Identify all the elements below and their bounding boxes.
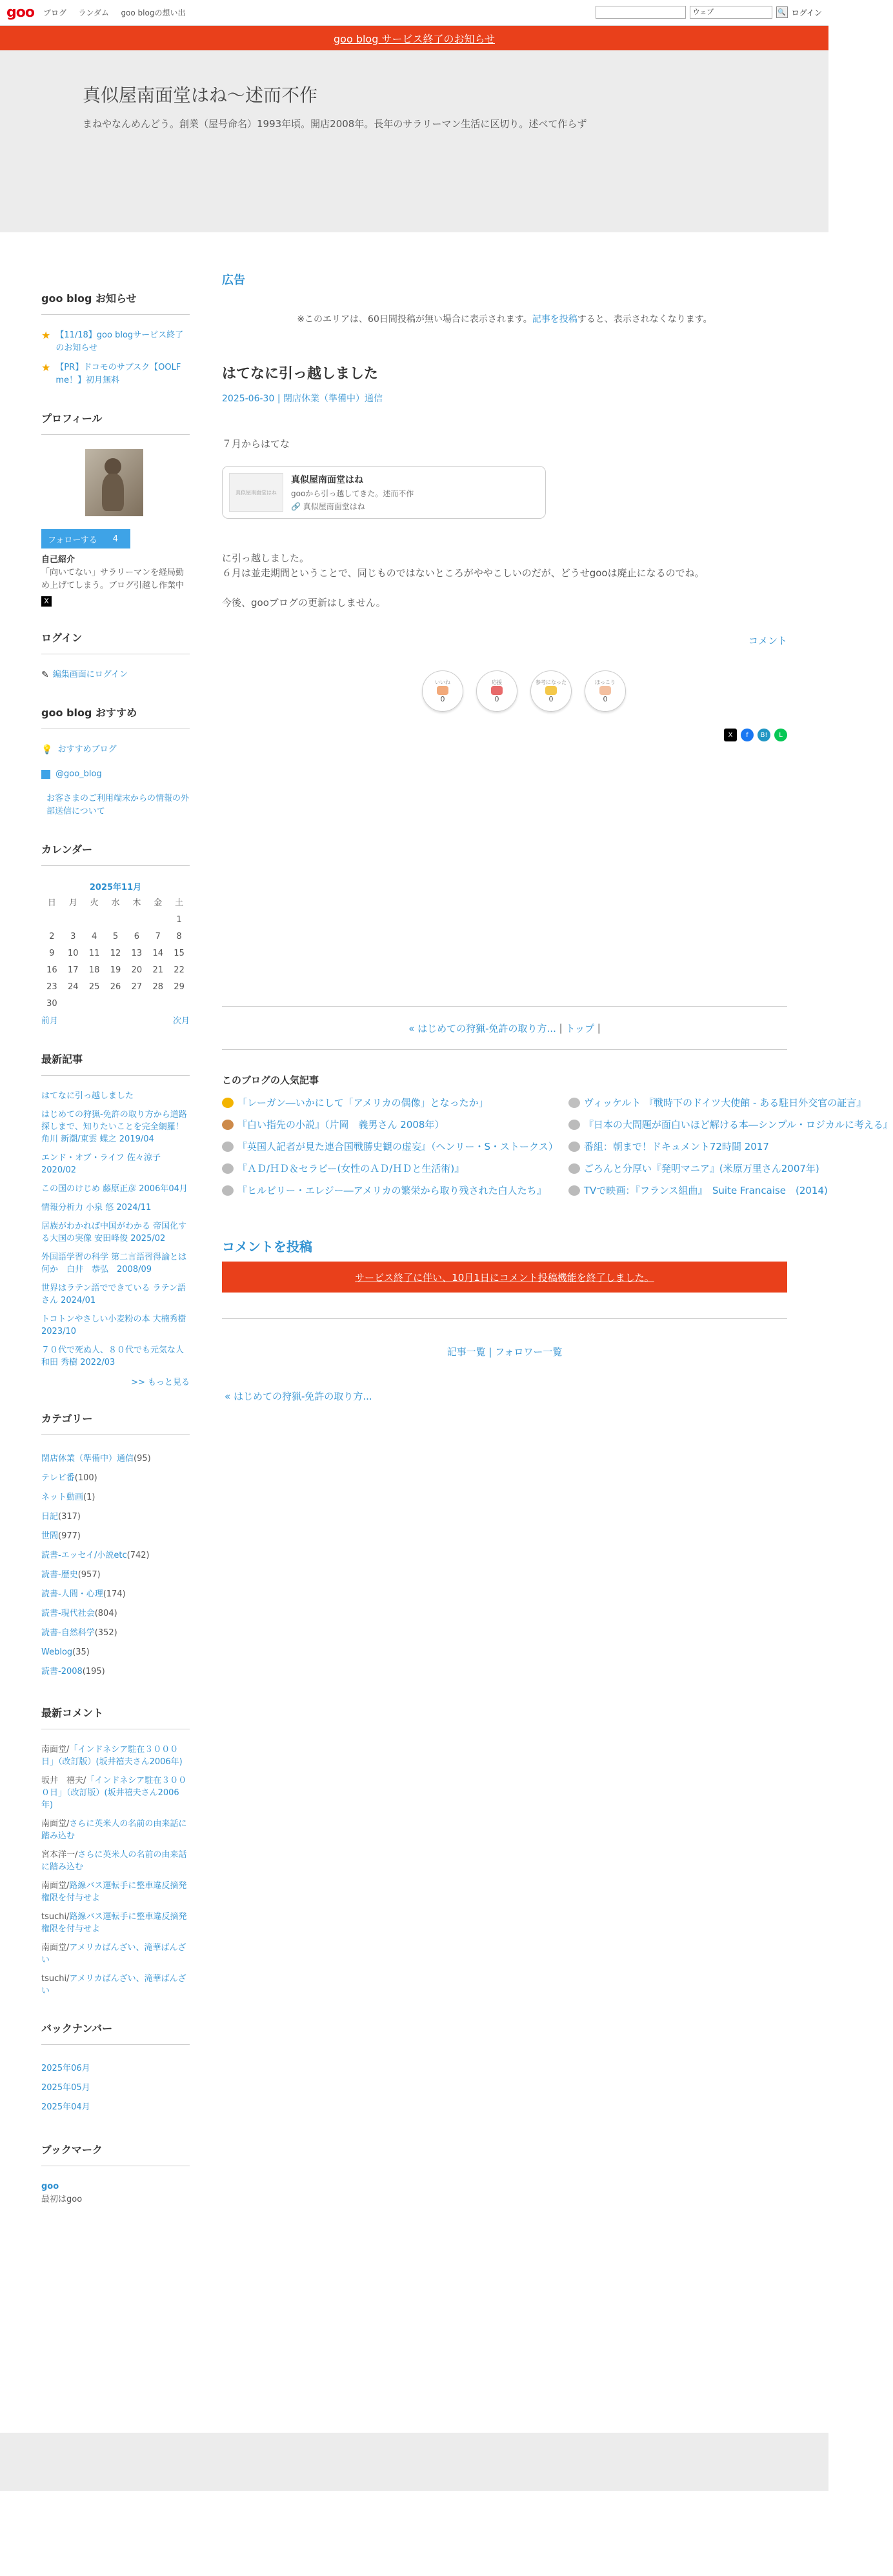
popular-article-link[interactable]: TVで映画：『フランス組曲』 Suite Francaise (2014) [583, 1185, 828, 1196]
calendar-next-link[interactable]: 次月 [172, 1016, 190, 1026]
rank-icon [568, 1163, 580, 1174]
reaction-button[interactable] [530, 670, 572, 712]
card-thumbnail: 真似屋南面堂はね [229, 473, 283, 512]
comment-article-link[interactable]: さらに英米人の名前の由来話に踏み込む [41, 1819, 187, 1841]
sidebar-calendar-heading: カレンダー [41, 841, 190, 866]
sidebar-comments-section [41, 1705, 190, 1997]
nav-blog[interactable]: ブログ [43, 8, 66, 17]
category-item [41, 1585, 190, 1604]
login-link[interactable]: ログイン [791, 8, 822, 17]
profile-image [85, 449, 143, 516]
backnumber-link[interactable]: 2025年05月 [41, 2083, 90, 2093]
popular-article-link[interactable]: 「レーガン―いかにして「アメリカの偶像」となったか」 [237, 1097, 488, 1109]
calendar-day: 25 [88, 982, 100, 992]
calendar-day [168, 996, 190, 1012]
recent-article-link[interactable]: はじめての狩猟-免許の取り方から道路探しまで、知りたいことを完全網羅！ 角川 新潮/東雲 蝶之 2019/04 [41, 1110, 187, 1144]
comment-author: 南面堂 [41, 1819, 67, 1829]
calendar-day: 11 [88, 949, 100, 958]
comment-article-link[interactable]: 「インドネシア駐在３０００日」（改訂版）(坂井禧夫さん2006年) [41, 1776, 187, 1810]
comment-item: 宮本洋一/さらに英米人の名前の由来話に踏み込む [41, 1850, 187, 1872]
category-count: (195) [82, 1667, 105, 1676]
recommend-blog-link[interactable]: おすすめブログ [57, 745, 117, 754]
category-count: (317) [58, 1512, 81, 1522]
bookmark-link[interactable]: goo [41, 2182, 59, 2191]
share-buttons [222, 729, 787, 741]
entry-category-link[interactable]: 閉店休業（準備中）通信 [283, 394, 383, 404]
category-count: (174) [103, 1589, 126, 1599]
calendar-weekday: 金 [154, 898, 163, 908]
category-count: (35) [72, 1647, 90, 1657]
calendar-day: 16 [46, 965, 57, 975]
calendar-day: 2 [49, 932, 55, 941]
nav-random[interactable]: ランダム [78, 8, 109, 17]
category-count: (352) [94, 1628, 117, 1638]
reaction-count: 0 [548, 695, 554, 703]
category-item [41, 1469, 190, 1488]
articles-list-link[interactable]: 記事一覧 [446, 1346, 486, 1358]
comment-closed-link[interactable]: サービス終了に伴い、10月1日にコメント投稿機能を終了しました。 [355, 1271, 654, 1283]
category-item [41, 1449, 190, 1469]
rank-icon [222, 1142, 234, 1152]
category-count: (742) [126, 1551, 150, 1560]
recent-article-link[interactable]: 世界はラテン語でできている ラテン語さん 2024/01 [41, 1283, 186, 1305]
entry-para3: ６月は並走期間ということで、同じものではないところがややこしいのだが、どうせgooは廃止になるのでね。 [222, 567, 705, 579]
recent-article-link[interactable]: エンド・オブ・ライフ 佐々涼子 2020/02 [41, 1153, 161, 1175]
entry-date: 2025-06-30 [222, 394, 275, 404]
calendar-nav [41, 1015, 190, 1028]
calendar-day: 15 [174, 949, 185, 958]
reaction-count: 0 [603, 695, 608, 703]
comment-author: 坂井 禧夫 [41, 1776, 84, 1786]
category-count: (100) [74, 1473, 97, 1483]
comment-author: tsuchi [41, 1974, 67, 1984]
calendar-day [63, 996, 84, 1012]
calendar-weekday: 月 [68, 898, 77, 908]
comment-list [41, 1744, 190, 1997]
notice-link[interactable]: 【11/18】goo blogサービス終了のお知らせ [55, 330, 184, 353]
popular-list [222, 1096, 893, 1198]
reaction-buttons [261, 670, 787, 712]
rank-icon [222, 1120, 234, 1130]
search-input[interactable] [596, 6, 686, 19]
rank-icon [222, 1185, 234, 1196]
category-item [41, 1624, 190, 1643]
star-icon: ★ [41, 361, 51, 374]
popular-article-link[interactable]: 『白い指先の小説』（片岡 義男さん 2008年） [237, 1119, 445, 1131]
backnumber-link[interactable]: 2025年06月 [41, 2064, 90, 2073]
comment-article-link[interactable]: 「インドネシア駐在３０００日」（改訂版）(坂井禧夫さん2006年) [41, 1745, 183, 1767]
category-link[interactable]: 閉店休業（準備中）通信 [41, 1454, 134, 1464]
service-end-notice-bar [0, 26, 828, 50]
hatena-icon[interactable]: B! [758, 729, 770, 741]
comment-item: tsuchi/路線バス運転手に整車違反摘発権限を付与せよ [41, 1912, 187, 1934]
card-title: 真似屋南面堂はね [291, 475, 363, 485]
ad-heading: 広告 [222, 274, 245, 287]
recent-article-link[interactable]: この国のけじめ 藤原正彦 2006年04月 [41, 1184, 188, 1194]
recommend-row [41, 743, 190, 756]
calendar-day [126, 996, 147, 1012]
sidebar-login-heading: ログイン [41, 630, 190, 654]
comment-author: 南面堂 [41, 1943, 67, 1953]
popular-item [568, 1118, 893, 1132]
entry-nav: « はじめての狩猟-免許の取り方... | トップ | [222, 1006, 787, 1050]
calendar-prev-link[interactable]: 前月 [41, 1016, 59, 1026]
calendar-day: 13 [131, 949, 143, 958]
twitter-row [41, 768, 190, 781]
star-icon: ★ [41, 329, 51, 341]
calendar-day: 12 [110, 949, 121, 958]
popular-article-link[interactable]: 番組：朝まで！ドキュメント72時間 2017 [583, 1141, 769, 1152]
calendar-day: 30 [46, 999, 57, 1009]
popular-article-link[interactable]: ごろんと分厚い『発明マニア』(米原万里さん2007年) [583, 1163, 819, 1174]
bookmark-desc: 最初はgoo [41, 2195, 83, 2204]
calendar-day: 26 [110, 982, 121, 992]
category-count: (977) [58, 1531, 81, 1541]
sidebar-category-heading: カテゴリー [41, 1411, 190, 1435]
card-subtitle: gooから引っ越してきた。述而不作 [291, 489, 414, 498]
card-site [291, 501, 414, 512]
comment-item: 南面堂/「インドネシア駐在３０００日」（改訂版）(坂井禧夫さん2006年) [41, 1745, 183, 1767]
calendar-day: 10 [68, 949, 79, 958]
category-link[interactable]: Weblog [41, 1647, 73, 1657]
top-nav [43, 7, 194, 18]
rank-icon [568, 1185, 580, 1196]
calendar-day: 19 [110, 965, 121, 975]
followers-list-link[interactable]: フォロワー一覧 [495, 1346, 563, 1358]
popular-article-link[interactable]: ヴィッケルト 『戦時下のドイツ大使館 - ある駐日外交官の証言』 [583, 1097, 867, 1109]
entry-meta: 2025-06-30 | 閉店休業（準備中）通信 [222, 394, 383, 404]
calendar-day: 20 [131, 965, 143, 975]
reaction-icon [599, 686, 611, 695]
sidebar-backnumber-section [41, 2020, 190, 2118]
sidebar [41, 290, 190, 2229]
category-link[interactable]: テレビ番 [41, 1473, 75, 1483]
sidebar-profile-heading: プロフィール [41, 410, 190, 435]
popular-article-link[interactable]: 『ヒルビリー・エレジー―アメリカの繁栄から取り残された白人たち』 [237, 1185, 547, 1196]
calendar-day [105, 912, 126, 929]
facebook-icon[interactable]: f [741, 729, 754, 741]
calendar-day [147, 996, 168, 1012]
calendar-day: 9 [49, 949, 55, 958]
popular-article-link[interactable]: 『ＡＤ/ＨＤ＆セラピー(女性のＡＤ/ＨＤと生活術)』 [237, 1163, 465, 1174]
category-count: (95) [134, 1454, 151, 1464]
search-area [596, 6, 822, 19]
link-icon: 🔗 [291, 502, 301, 511]
category-link[interactable]: 読書-エッセイ/小説etc [41, 1551, 127, 1560]
sidebar-recent-heading: 最新記事 [41, 1051, 190, 1076]
reaction-count: 0 [440, 695, 445, 703]
calendar-day: 7 [155, 932, 161, 941]
intro-text: 「向いてない」サラリーマンを経局勤め上げてしまう。ブログ引越し作業中 [41, 568, 185, 590]
x-share-icon[interactable]: X [724, 729, 737, 741]
sidebar-login-section [41, 630, 190, 681]
category-item [41, 1662, 190, 1682]
popular-article-link[interactable]: 『日本の大問題が面白いほど解ける本―シンプル・ロジカルに考える』 [583, 1119, 893, 1131]
calendar-day: 14 [152, 949, 163, 958]
calendar-day: 6 [134, 932, 139, 941]
calendar-day: 17 [68, 965, 79, 975]
post-comment-heading: コメントを投稿 [222, 1239, 312, 1254]
recent-article-link[interactable]: ７０代で死ぬ人、８０代でも元気な人 和田 秀樹 2022/03 [41, 1345, 185, 1367]
search-scope-select[interactable]: ウェブ [690, 6, 772, 19]
category-link[interactable]: 読書-現代社会 [41, 1609, 95, 1618]
calendar-weekday: 日 [47, 898, 56, 908]
reaction-label: 参考になった [536, 679, 567, 685]
comment-article-link[interactable]: さらに英米人の名前の由来話に踏み込む [41, 1850, 187, 1872]
calendar-day: 8 [176, 932, 182, 941]
calendar-day [105, 996, 126, 1012]
service-end-notice-link[interactable]: goo blog サービス終了のお知らせ [334, 32, 495, 45]
recent-article-link[interactable]: 外国語学習の科学 第二言語習得論とは何か 白井 恭弘 2008/09 [41, 1253, 187, 1274]
comment-item: 南面堂/さらに英米人の名前の由来話に踏み込む [41, 1819, 187, 1841]
sidebar-backnumber-heading: バックナンバー [41, 2020, 190, 2045]
nav-top-link[interactable]: トップ [565, 1022, 594, 1034]
comment-link[interactable]: コメント [748, 635, 787, 647]
calendar-day: 18 [88, 965, 100, 975]
reaction-icon [437, 686, 448, 695]
comment-author: 宮本洋一 [41, 1850, 75, 1860]
ad-note-pre: ※このエリアは、60日間投稿が無い場合に表示されます。 [297, 314, 532, 325]
rank-icon [222, 1163, 234, 1174]
recent-article-link[interactable]: 居族がわかれば中国がわかる 帝国化する大国の実像 安田峰俊 2025/02 [41, 1222, 187, 1243]
category-link[interactable]: 読書-自然科学 [41, 1628, 95, 1638]
reaction-button[interactable] [422, 670, 463, 712]
footer [0, 2433, 828, 2491]
recent-list [41, 1090, 190, 1369]
comment-item: 坂井 禧夫/「インドネシア駐在３０００日」（改訂版）(坂井禧夫さん2006年) [41, 1776, 187, 1810]
calendar-weekday: 水 [111, 898, 120, 908]
blog-description: まねやなんめんどう。創業（屋号命名）1993年頃。開店2008年。長年のサラリーマン生活に区切り。述べて作らず [83, 118, 587, 130]
comment-item: tsuchi/アメリカばんざい、滝華ばんざい [41, 1974, 186, 1996]
rank-icon [222, 1098, 234, 1108]
calendar-day [126, 912, 147, 929]
category-link[interactable]: 世間 [41, 1531, 59, 1541]
rank-icon [568, 1142, 580, 1152]
sidebar-notice-section [41, 290, 190, 387]
popular-item [222, 1096, 558, 1110]
comment-closed-bar [222, 1262, 787, 1293]
nav-prev-link[interactable]: « はじめての狩猟-免許の取り方... [408, 1022, 556, 1034]
recent-article-link[interactable]: トコトンやさしい小麦粉の本 大楠秀樹 2023/10 [41, 1314, 186, 1336]
bottom-links: 記事一覧 | フォロワー一覧 [222, 1318, 787, 1358]
category-count: (957) [77, 1570, 101, 1580]
post-article-link[interactable]: 記事を投稿 [532, 314, 577, 325]
calendar-day: 5 [112, 932, 119, 941]
entry-para4: 今後、gooブログの更新はしません。 [222, 597, 386, 609]
category-item [41, 1507, 190, 1527]
category-item [41, 1527, 190, 1546]
comment-article-link[interactable]: アメリカばんざい、滝華ばんざい [41, 1974, 186, 1996]
reaction-icon [491, 686, 503, 695]
calendar-day: 27 [131, 982, 143, 992]
category-item [41, 1643, 190, 1662]
calendar-day: 29 [174, 982, 185, 992]
sidebar-recent-section [41, 1051, 190, 1387]
card-body [291, 473, 414, 512]
sidebar-bookmark-section [41, 2142, 190, 2206]
bulb-icon: 💡 [41, 745, 53, 755]
sidebar-calendar-section [41, 841, 190, 1028]
comment-article-link[interactable]: 路線バス運転手に整車違反摘発権限を付与せよ [41, 1912, 187, 1934]
ad-note [222, 312, 787, 325]
notice-item [41, 329, 190, 355]
reaction-button[interactable] [585, 670, 626, 712]
calendar-day: 24 [68, 982, 79, 992]
search-icon[interactable]: 🔍 [776, 6, 788, 18]
entry-para1: ７月からはてな [222, 438, 290, 450]
prev-article-link[interactable]: « はじめての狩猟-免許の取り方... [225, 1391, 372, 1402]
line-icon[interactable]: L [774, 729, 787, 741]
edit-login-link[interactable]: 編集画面にログイン [52, 670, 128, 679]
popular-item [222, 1118, 558, 1132]
calendar-day [84, 996, 105, 1012]
x-icon[interactable]: X [41, 596, 52, 607]
reaction-button[interactable] [476, 670, 517, 712]
twitter-icon [41, 770, 50, 779]
more-link[interactable]: >> もっと見る [131, 1378, 190, 1387]
calendar-weekday: 土 [175, 898, 184, 908]
sidebar-recommend-heading: goo blog おすすめ [41, 705, 190, 729]
category-link[interactable]: 読書-2008 [41, 1667, 83, 1676]
reaction-count: 0 [494, 695, 499, 703]
calendar-day: 3 [70, 932, 76, 941]
nav-memories[interactable]: goo blogの想い出 [121, 8, 186, 17]
sidebar-category-section [41, 1411, 190, 1682]
comment-item: 南面堂/アメリカばんざい、滝華ばんざい [41, 1943, 186, 1965]
calendar-grid [41, 895, 190, 1012]
entry-para2: に引っ越しました。 [222, 552, 310, 564]
category-link[interactable]: ネット動画 [41, 1493, 84, 1502]
backnumber-link[interactable]: 2025年04月 [41, 2102, 90, 2112]
reaction-label: ほっこり [595, 679, 616, 685]
comment-author: tsuchi [41, 1912, 67, 1922]
calendar-day [41, 912, 63, 929]
popular-item [222, 1162, 558, 1176]
popular-item [222, 1140, 558, 1154]
category-link[interactable]: 日記 [41, 1512, 59, 1522]
comment-article-link[interactable]: 路線バス運転手に整車違反摘発権限を付与せよ [41, 1881, 187, 1903]
category-link[interactable]: 読書-人間・心理 [41, 1589, 103, 1599]
notice-link[interactable]: 【PR】ドコモのサブスク【OOLF me！】初月無料 [55, 363, 181, 385]
comment-author: 南面堂 [41, 1881, 67, 1891]
reaction-icon [545, 686, 557, 695]
blog-header [0, 50, 828, 232]
rank-icon [568, 1120, 580, 1130]
calendar-day: 4 [91, 932, 97, 941]
goo-logo[interactable]: goo [6, 5, 34, 21]
category-count: (1) [83, 1493, 95, 1502]
category-list [41, 1449, 190, 1682]
recent-article-link[interactable]: 情報分析力 小泉 悠 2024/11 [41, 1203, 152, 1213]
twitter-link[interactable]: @goo_blog [55, 769, 102, 779]
calendar-weekday: 木 [132, 898, 141, 908]
category-count: (804) [94, 1609, 117, 1618]
main-content [222, 271, 893, 1403]
calendar-weekday: 火 [90, 898, 99, 908]
recent-article-link[interactable]: はてなに引っ越しました [41, 1091, 134, 1101]
category-item [41, 1488, 190, 1507]
blog-card[interactable] [222, 466, 546, 519]
notice-item [41, 361, 190, 387]
calendar-day: 22 [174, 965, 185, 975]
calendar-day [147, 912, 168, 929]
entry-title[interactable]: はてなに引っ越しました [222, 366, 379, 382]
popular-item [568, 1096, 893, 1110]
blog-title[interactable]: 真似屋南面堂はね～述而不作 [83, 85, 318, 106]
category-item [41, 1546, 190, 1565]
popular-article-link[interactable]: 『英国人記者が見た連合国戦勝史観の虚妄』（ヘンリー・S・ストークス） [237, 1141, 558, 1152]
calendar-day [84, 912, 105, 929]
popular-heading: このブログの人気記事 [222, 1074, 319, 1086]
comment-item: 南面堂/路線バス運転手に整車違反摘発権限を付与せよ [41, 1881, 187, 1903]
external-info-link[interactable]: お客さまのご利用端末からの情報の外部送信について [46, 794, 190, 816]
sidebar-bookmark-heading: ブックマーク [41, 2142, 190, 2166]
reaction-label: いいね [435, 679, 450, 685]
calendar-day: 28 [152, 982, 163, 992]
comment-article-link[interactable]: アメリカばんざい、滝華ばんざい [41, 1943, 186, 1965]
calendar-day: 1 [176, 915, 182, 925]
category-link[interactable]: 読書-歴史 [41, 1570, 78, 1580]
category-item [41, 1604, 190, 1624]
sidebar-profile-section [41, 410, 190, 607]
comment-author: 南面堂 [41, 1745, 67, 1755]
card-site-name: 真似屋南面堂はね [303, 502, 365, 511]
popular-item [568, 1162, 893, 1176]
follow-count: 4 [112, 534, 118, 544]
ad-note-post: すると、表示されなくなります。 [577, 314, 712, 325]
calendar-month: 2025年11月 [89, 883, 142, 892]
popular-item [222, 1183, 558, 1198]
popular-item [568, 1183, 893, 1198]
calendar-day [63, 912, 84, 929]
top-bar [0, 0, 828, 26]
edit-login-row [41, 669, 190, 681]
sidebar-recommend-section [41, 705, 190, 818]
pencil-icon: ✎ [41, 670, 49, 680]
calendar-day: 23 [46, 982, 57, 992]
calendar-day: 21 [152, 965, 163, 975]
sidebar-comments-heading: 最新コメント [41, 1705, 190, 1729]
follow-label: フォローする [48, 535, 97, 545]
sidebar-notice-heading: goo blog お知らせ [41, 290, 190, 315]
follow-button[interactable] [41, 529, 130, 548]
category-item [41, 1565, 190, 1585]
backnumber-list[interactable] [41, 2059, 190, 2118]
rank-icon [568, 1098, 580, 1108]
reaction-label: 応援 [492, 679, 502, 685]
intro-heading: 自己紹介 [41, 555, 75, 565]
popular-item [568, 1140, 893, 1154]
